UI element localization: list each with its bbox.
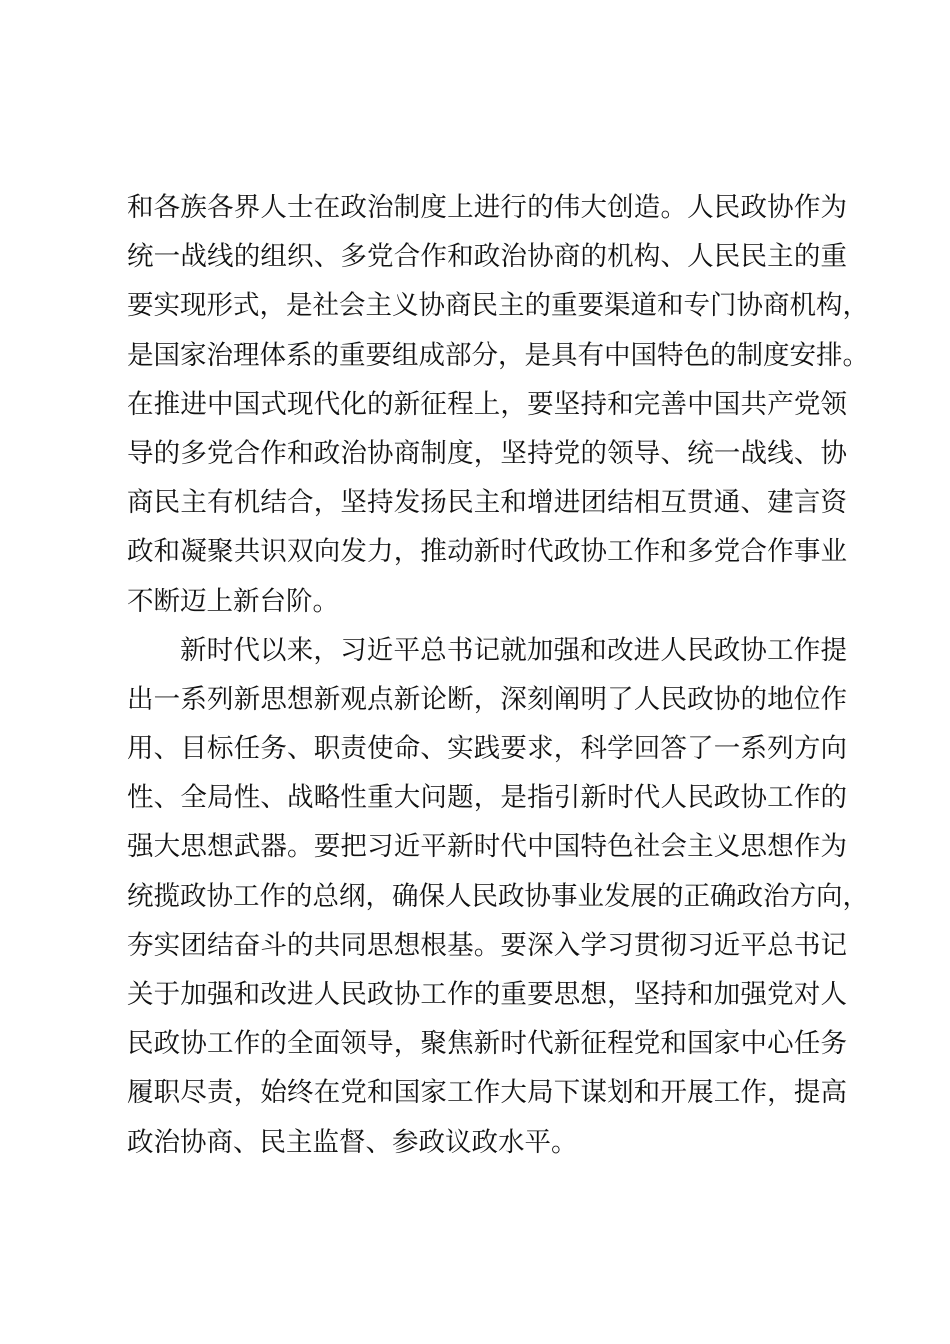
text-line: 履职尽责，始终在党和国家工作大局下谋划和开展工作，提高 bbox=[127, 1077, 847, 1109]
text-line: 统揽政协工作的总纲，确保人民政协事业发展的正确政治方向， bbox=[127, 880, 869, 912]
text-line: 夯实团结奋斗的共同思想根基。要深入学习贯彻习近平总书记 bbox=[127, 929, 847, 961]
paragraph-1 bbox=[127, 183, 869, 626]
text-line: 在推进中国式现代化的新征程上，要坚持和完善中国共产党领 bbox=[127, 388, 847, 420]
text-line: 新时代以来，习近平总书记就加强和改进人民政协工作提 bbox=[180, 634, 847, 666]
text-line: 用、目标任务、职责使命、实践要求，科学回答了一系列方向 bbox=[127, 733, 847, 765]
text-line: 统一战线的组织、多党合作和政治协商的机构、人民民主的重 bbox=[127, 241, 847, 273]
paragraph-2 bbox=[127, 626, 869, 1167]
text-line: 和各族各界人士在政治制度上进行的伟大创造。人民政协作为 bbox=[127, 192, 847, 223]
text-line: 出一系列新思想新观点新论断，深刻阐明了人民政协的地位作 bbox=[127, 683, 847, 715]
text-line: 商民主有机结合，坚持发扬民主和增进团结相互贯通、建言资 bbox=[127, 487, 847, 519]
text-line: 是国家治理体系的重要组成部分，是具有中国特色的制度安排。 bbox=[127, 339, 869, 371]
text-line: 导的多党合作和政治协商制度，坚持党的领导、统一战线、协 bbox=[127, 437, 847, 469]
text-line: 政治协商、民主监督、参政议政水平。 bbox=[127, 1126, 578, 1158]
text-line: 关于加强和改进人民政协工作的重要思想，坚持和加强党对人 bbox=[127, 979, 847, 1010]
text-line: 民政协工作的全面领导，聚焦新时代新征程党和国家中心任务 bbox=[127, 1028, 847, 1060]
text-line: 政和凝聚共识双向发力，推动新时代政协工作和多党合作事业 bbox=[127, 536, 847, 568]
text-line: 强大思想武器。要把习近平新时代中国特色社会主义思想作为 bbox=[127, 831, 847, 863]
body-text bbox=[127, 183, 869, 1167]
text-line: 要实现形式，是社会主义协商民主的重要渠道和专门协商机构， bbox=[127, 290, 869, 322]
text-line: 不断迈上新台阶。 bbox=[127, 585, 339, 617]
text-line: 性、全局性、战略性重大问题，是指引新时代人民政协工作的 bbox=[127, 782, 847, 814]
